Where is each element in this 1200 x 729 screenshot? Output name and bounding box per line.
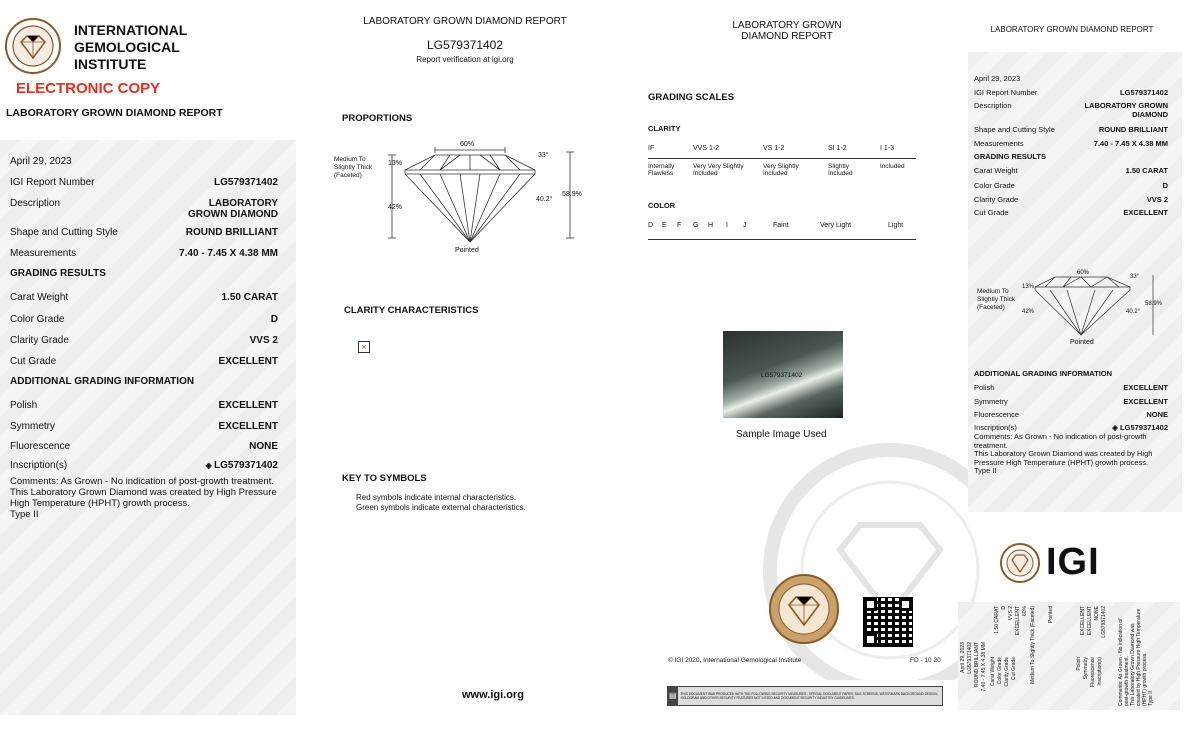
summary-date: April 29, 2023 [974, 74, 1021, 83]
summary-shape-row: Shape and Cutting Style ROUND BRILLIANT [974, 125, 1168, 134]
comments-text: Comments: As Grown - No indication of post-growth treatment. This Laboratory Grown Diamond was created by High Pressure High Temperature (HPHT) growth process. Type II [10, 476, 277, 520]
summary-report-number-row: IGI Report Number LG579371402 [974, 88, 1168, 97]
summary-additional-heading: ADDITIONAL GRADING INFORMATION [974, 369, 1113, 378]
summary-culet-label: Pointed [1070, 339, 1094, 346]
clarity-plot-icon: × [358, 341, 370, 353]
summary-grading-heading: GRADING RESULTS [974, 152, 1046, 161]
color-g: G [693, 222, 699, 229]
summary-pavilion-angle: 40.2° [1126, 309, 1141, 315]
stub-cut-value: EXCELLENT [1015, 606, 1021, 636]
summary-crown-angle: 33° [1130, 274, 1140, 280]
crown-pct: 13% [388, 160, 403, 167]
org-name-line3: INSTITUTE [74, 56, 147, 72]
color-row: Color Grade D [10, 314, 278, 325]
summary-carat-row: Carat Weight 1.50 CARAT [974, 166, 1168, 175]
clarity-characteristics-heading: CLARITY CHARACTERISTICS [344, 305, 479, 316]
report-type-heading: LABORATORY GROWN DIAMOND REPORT [6, 107, 223, 119]
report-number-row: IGI Report Number LG579371402 [10, 177, 278, 188]
stub-comments: Comments: As Grown - No indication of post-growth treatment. This Laboratory Grown Diamond was created by High Pressure High Temperature (HPHT) growth process. Type II [1118, 608, 1154, 706]
pavilion-pct: 42% [388, 204, 403, 211]
copyright-text: © IGI 2020, International Gemological Institute [668, 657, 802, 664]
stub-fluorescence-value: NONE [1094, 606, 1100, 621]
form-code: FD - 10 20 [910, 657, 941, 664]
clarity-scale-row [648, 145, 916, 185]
gold-seal [769, 574, 839, 644]
summary-measurements-row: Measurements 7.40 - 7.45 X 4.38 MM [974, 139, 1168, 148]
qr-finder-bl [864, 633, 877, 646]
symmetry-row: Symmetry EXCELLENT [10, 421, 278, 432]
grading-scales-heading: GRADING SCALES [648, 92, 735, 103]
inscription-row: Inscription(s) ◈ LG579371402 [10, 460, 278, 471]
table-pct: 60% [460, 141, 475, 148]
color-e: E [662, 222, 667, 229]
color-h: H [708, 222, 714, 229]
stub-symmetry-value: EXCELLENT [1087, 606, 1093, 636]
stub-cut-label: Cut Grade [1011, 657, 1017, 681]
qr-finder-tl [864, 598, 877, 611]
carat-row: Carat Weight 1.50 CARAT [10, 292, 278, 303]
shape-row: Shape and Cutting Style ROUND BRILLIANT [10, 227, 278, 238]
clarity-vs-desc: Very Slightly Included [763, 163, 799, 177]
igi-mini-icon: ◈ [205, 461, 215, 470]
stub-shape: ROUND BRILLIANT [974, 642, 980, 688]
polish-row: Polish EXCELLENT [10, 400, 278, 411]
key-to-symbols-heading: KEY TO SYMBOLS [342, 473, 427, 484]
stub-clarity-label: Clarity Grade [1004, 657, 1010, 687]
cut-row: Cut Grade EXCELLENT [10, 356, 278, 367]
stub-color-label: Color Grade [997, 657, 1003, 685]
proportions-heading: PROPORTIONS [342, 113, 413, 124]
diamond-proportions-diagram [380, 140, 580, 245]
fluorescence-row: Fluorescence NONE [10, 441, 278, 452]
report-date: April 29, 2023 [10, 156, 72, 167]
stub-date: April 29, 2023 [960, 642, 966, 673]
girdle-label: Medium To Slightly Thick (Faceted) [334, 156, 373, 179]
clarity-scale-divider [648, 158, 916, 159]
crown-angle: 33° [538, 152, 549, 159]
stub-symmetry-label: Symmetry [1083, 657, 1089, 680]
measurements-row: Measurements 7.40 - 7.45 X 4.38 MM [10, 248, 278, 259]
stub-color-value: D [1001, 606, 1007, 610]
rotated-stub [958, 602, 1180, 710]
center-report-number: LG579371402 [426, 38, 504, 52]
stub-clarity-value: VVS 2 [1008, 606, 1014, 621]
clarity-if: IF [648, 145, 655, 152]
color-light: Light [888, 222, 904, 229]
stub-carat-value: 1.50 CARAT [994, 606, 1000, 634]
summary-title: LABORATORY GROWN DIAMOND REPORT [990, 25, 1154, 34]
depth-pct: 58.9% [562, 191, 582, 198]
summary-diamond-diagram [1015, 265, 1163, 340]
igi-logo-text: IGI [1046, 541, 1100, 583]
summary-cut-row: Cut Grade EXCELLENT [974, 208, 1168, 217]
summary-polish-row: Polish EXCELLENT [974, 383, 1168, 392]
sample-inscription-image [723, 331, 843, 418]
stub-inscription-value: LG579371402 [1101, 606, 1107, 638]
igi-footer-logo [1000, 541, 1100, 584]
color-very-light: Very Light [820, 222, 852, 229]
scales-title: LABORATORY GROWN DIAMOND REPORT [732, 20, 842, 42]
stub-carat-label: Carat Weight [990, 657, 996, 687]
culet-label: Pointed [455, 247, 479, 254]
qr-finder-tr [899, 598, 912, 611]
color-scale-heading: COLOR [648, 201, 676, 210]
clarity-vvs: VVS 1-2 [693, 145, 720, 152]
summary-comments: Comments: As Grown - No indication of post-growth treatment. This Laboratory Grown Diamond was created by High Pressure High Temperature (HPHT) growth process. Type II [974, 432, 1153, 475]
stub-fluorescence-label: Fluorescence [1090, 657, 1096, 688]
grading-results-heading: GRADING RESULTS [10, 268, 106, 279]
stub-girdle-value: Medium To Slightly Thick (Faceted) [1030, 606, 1036, 684]
stub-table-value: 60% [1022, 606, 1028, 617]
summary-inscription-row: Inscription(s) ◈ LG579371402 [974, 423, 1168, 432]
summary-table-pct: 60% [1077, 270, 1090, 276]
key-red-text: Red symbols indicate internal characteristics. [356, 493, 517, 502]
color-i: I [726, 222, 728, 229]
color-d: D [648, 222, 654, 229]
verification-text: Report verification at igi.org [416, 55, 514, 64]
summary-igi-mini-icon: ◈ [1112, 423, 1121, 432]
clarity-vvs-desc: Very Very Slightly Included [693, 163, 744, 177]
summary-clarity-row: Clarity Grade VVS 2 [974, 195, 1168, 204]
sample-image-caption: Sample Image Used [736, 429, 827, 440]
summary-girdle-label: Medium To Slightly Thick (Faceted) [977, 288, 1016, 311]
clarity-i: I 1-3 [880, 145, 895, 152]
clarity-row: Clarity Grade VVS 2 [10, 335, 278, 346]
summary-depth-pct: 58.9% [1145, 301, 1163, 307]
qr-code[interactable] [864, 598, 912, 646]
color-faint: Faint [773, 222, 789, 229]
clarity-i-desc: Included [880, 163, 905, 170]
org-name-line1: INTERNATIONAL [74, 22, 188, 38]
security-notice: ▤ THIS DOCUMENT WAS PRODUCED WITH THE FOLLOWING SECURITY MEASURES : SPECIAL DOCUMENT PAPER, SILK SCREENS, WATERMARK BACKGROUND DESIGN, HOLOGRAM AND OTHER SECURITY FEATURES NOT LISTED AND DOCUMENT SECURITY INDUSTRY GUIDELINES. [667, 686, 943, 706]
summary-crown-pct: 13% [1022, 284, 1035, 290]
summary-pavilion-pct: 42% [1022, 309, 1035, 315]
color-scale-row [648, 222, 916, 240]
clarity-si: SI 1-2 [828, 145, 847, 152]
org-name-line2: GEMOLOGICAL [74, 39, 180, 55]
website-link[interactable]: www.igi.org [462, 689, 524, 701]
color-f: F [677, 222, 682, 229]
igi-footer-seal-icon [1000, 543, 1040, 583]
electronic-copy-label: ELECTRONIC COPY [16, 80, 161, 97]
summary-symmetry-row: Symmetry EXCELLENT [974, 397, 1168, 406]
clarity-scale-heading: CLARITY [648, 124, 681, 133]
document-icon: ▤ [668, 687, 678, 705]
clarity-if-desc: Internally Flawless [648, 163, 675, 177]
stub-report-number: LG579371402 [967, 642, 973, 674]
additional-info-heading: ADDITIONAL GRADING INFORMATION [10, 376, 195, 387]
igi-seal-logo [5, 18, 61, 74]
summary-description-row: Description LABORATORY GROWN DIAMOND [974, 101, 1168, 119]
summary-fluorescence-row: Fluorescence NONE [974, 410, 1168, 419]
key-green-text: Green symbols indicate external characteristics. [356, 503, 526, 512]
clarity-si-desc: Slightly Included [828, 163, 853, 177]
stub-inscription-label: Inscription(s) [1097, 657, 1103, 686]
stub-polish-label: Polish [1076, 657, 1082, 671]
summary-color-row: Color Grade D [974, 181, 1168, 190]
center-title: LABORATORY GROWN DIAMOND REPORT [363, 16, 567, 27]
stub-measurements: 7.40 - 7.45 X 4.38 MM [981, 642, 987, 692]
pavilion-angle: 40.2° [536, 196, 553, 203]
description-row: Description LABORATORY GROWN DIAMOND [10, 198, 278, 220]
color-j: J [743, 222, 747, 229]
clarity-vs: VS 1-2 [763, 145, 785, 152]
stub-polish-value: EXCELLENT [1080, 606, 1086, 636]
sample-inscription-text: LG579371402 [761, 372, 803, 379]
stub-culet-value: Pointed [1048, 606, 1054, 623]
